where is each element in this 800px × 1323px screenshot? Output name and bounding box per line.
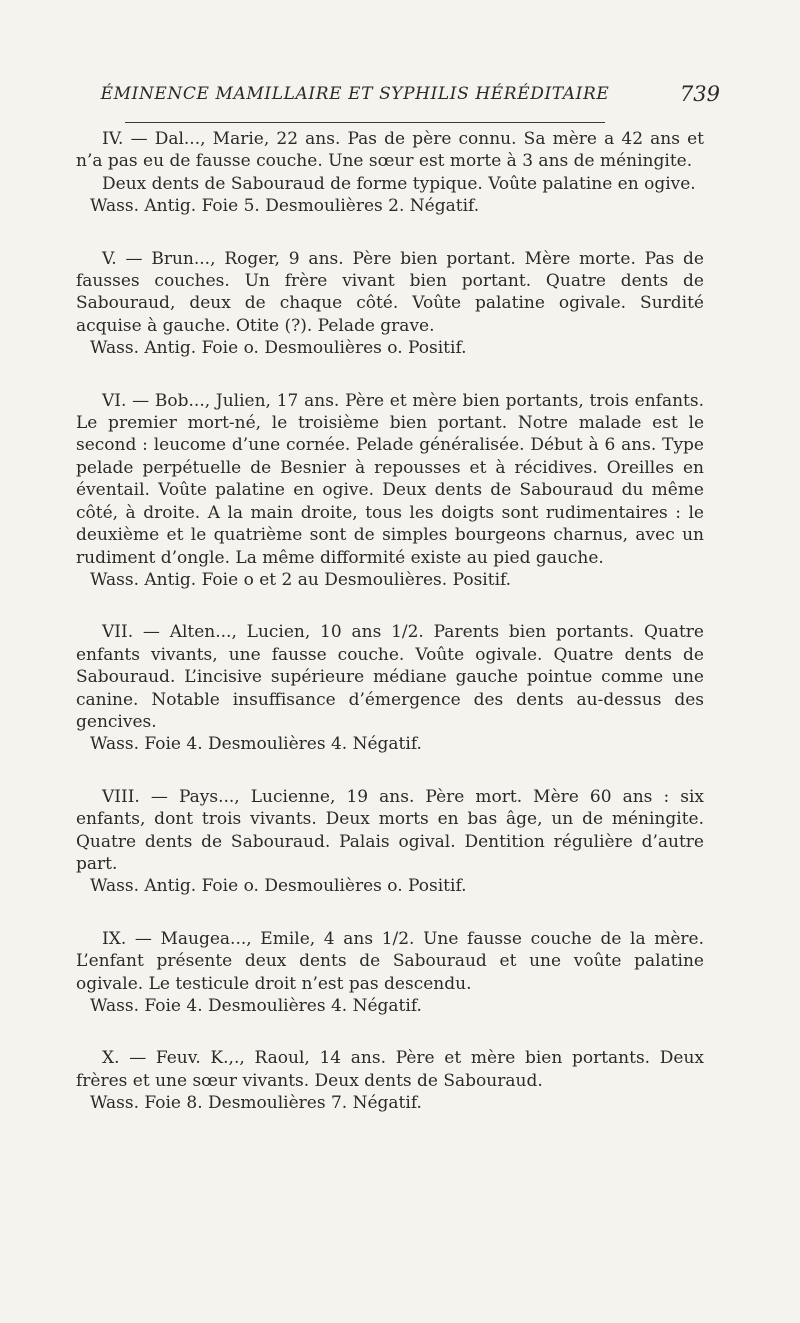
case-wassermann: Wass. Antig. Foie o et 2 au Desmoulières. Positif. [90, 569, 512, 590]
case-description: VII. — Alten..., Lucien, 10 ans 1/2. Parents bien portants. Quatre enfants vivants, une fausse couche. Voûte ogivale. Quatre dents de Sabouraud. L’incisive supérieure médiane gauche pointue comme une canine. Notable insuffisance d’émergence des dents au-dessus des gencives. [76, 622, 704, 732]
header-rule [125, 122, 605, 123]
case-v [76, 248, 704, 360]
case-wassermann: Wass. Antig. Foie o. Desmoulières o. Positif. [90, 338, 467, 359]
case-vii [76, 621, 704, 755]
case-details: Deux dents de Sabouraud de forme typique. Voûte palatine en ogive. [102, 173, 696, 194]
case-description: IX. — Maugea..., Emile, 4 ans 1/2. Une fausse couche de la mère. L’enfant présente deux dents de Sabouraud et une voûte palatine ogivale. Le testicule droit n’est pas descendu. [76, 928, 704, 994]
case-description: IV. — Dal..., Marie, 22 ans. Pas de père connu. Sa mère a 42 ans et n’a pas eu de fausse couche. Une sœur est morte à 3 ans de méningite. [76, 129, 704, 172]
page-number: 739 [679, 82, 720, 106]
case-description: V. — Brun..., Roger, 9 ans. Père bien portant. Mère morte. Pas de fausses couches. Un frère vivant bien portant. Quatre dents de Sabouraud, deux de chaque côté. Voûte palatine ogivale. Surdité acquise à gauche. Otite (?). Pelade grave. [76, 248, 704, 336]
case-x [76, 1047, 704, 1114]
page-header [80, 84, 720, 114]
case-wassermann: Wass. Foie 4. Desmoulières 4. Négatif. [90, 996, 422, 1016]
case-description: VI. — Bob..., Julien, 17 ans. Père et mère bien portants, trois enfants. Le premier mort-né, le troisième bien portant. Notre malade est le second : leucome d’une cornée. Pelade généralisée. Début à 6 ans. Type pelade perpétuelle de Besnier à repousses et à récidives. Oreilles en éventail. Voûte palatine en ogive. Deux dents de Sabouraud du même côté, à droite. A la main droite, tous les doigts sont rudimentaires : le deuxième et le quatrième sont de simples bourgeons charnus, avec un rudiment d’ongle. La même difformité existe au pied gauche. [76, 390, 704, 568]
case-wassermann: Wass. Antig. Foie 5. Desmoulières 2. Négatif. [90, 196, 480, 217]
case-description: VIII. — Pays..., Lucienne, 19 ans. Père mort. Mère 60 ans : six enfants, dont trois vivants. Deux morts en bas âge, un de méningite. Quatre dents de Sabouraud. Palais ogival. Dentition régulière d’autre part. [76, 786, 704, 874]
case-viii [76, 786, 704, 898]
case-wassermann: Wass. Antig. Foie o. Desmoulières o. Positif. [90, 876, 467, 897]
case-vi [76, 390, 704, 592]
case-description: X. — Feuv. K.,., Raoul, 14 ans. Père et mère bien portants. Deux frères et une sœur vivants. Deux dents de Sabouraud. [76, 1048, 704, 1091]
case-wassermann: Wass. Foie 8. Desmoulières 7. Négatif. [90, 1093, 422, 1114]
running-title: ÉMINENCE MAMILLAIRE ET SYPHILIS HÉRÉDITAIRE [100, 84, 610, 104]
case-iv [76, 128, 704, 218]
body-text [76, 128, 704, 1145]
case-wassermann: Wass. Foie 4. Desmoulières 4. Négatif. [90, 734, 422, 755]
case-ix [76, 928, 704, 1018]
